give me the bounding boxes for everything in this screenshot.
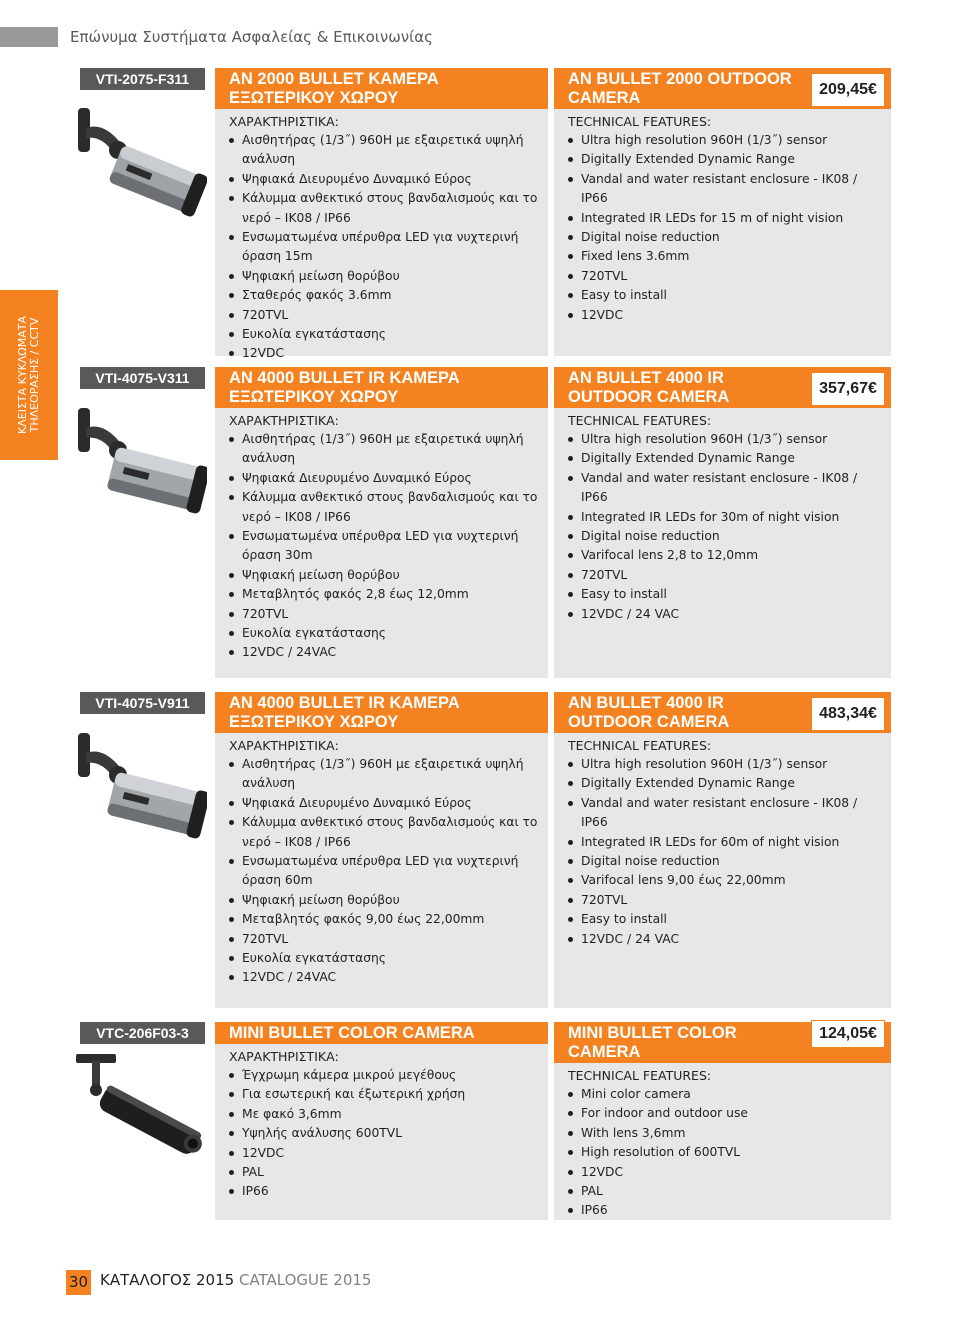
feature-item: Digitally Extended Dynamic Range [554,449,891,468]
feature-item: 12VDC [554,306,891,325]
feature-item: Varifocal lens 2,8 to 12,0mm [554,546,891,565]
product-card-en-3 [554,692,891,1008]
camera-photo-2 [72,400,207,520]
feature-item: Ενσωματωμένα υπέρυθρα LED για νυχτερινή όραση 30m [215,527,548,566]
feature-list-en [554,430,891,624]
features-heading-gr: ΧΑΡΑΚΤΗΡΙΣΤΙΚΑ: [229,1049,339,1064]
feature-item: 720TVL [215,605,548,624]
feature-item: Ψηφιακή μείωση θορύβου [215,891,548,910]
feature-item: Ψηφιακά Διευρυμένο Δυναμικό Εύρος [215,170,548,189]
feature-item: Varifocal lens 9,00 έως 22,00mm [554,871,891,890]
feature-item: Fixed lens 3.6mm [554,247,891,266]
section-side-tab [0,290,58,460]
product-title-gr: MINI BULLET COLOR CAMERA [215,1022,548,1044]
feature-item: Ευκολία εγκατάστασης [215,624,548,643]
feature-item: Ευκολία εγκατάστασης [215,949,548,968]
price-badge: 209,45€ [811,73,885,107]
feature-item: Digital noise reduction [554,527,891,546]
feature-item: 720TVL [215,930,548,949]
footer-catalog-gr: ΚΑΤΑΛΟΓΟΣ 2015 [100,1271,235,1289]
page-header-title: Επώνυμα Συστήματα Ασφαλείας & Επικοινωνίας [70,28,433,46]
feature-item: Easy to install [554,286,891,305]
feature-item: PAL [215,1163,548,1182]
feature-item: Digital noise reduction [554,852,891,871]
product-card-gr-1 [215,68,548,361]
feature-item: 720TVL [215,306,548,325]
features-heading-en: TECHNICAL FEATURES: [568,738,712,753]
price-badge: 483,34€ [811,697,885,731]
feature-item: Αισθητήρας (1/3˝) 960H με εξαιρετικά υψηλή ανάλυση [215,131,548,170]
product-title-gr: AN 4000 BULLET IR ΚΑΜΕΡΑ ΕΞΩΤΕΡΙΚΟΥ ΧΩΡΟΥ [215,367,548,408]
feature-item: Υψηλής ανάλυσης 600TVL [215,1124,548,1143]
feature-item: Σταθερός φακός 3.6mm [215,286,548,305]
feature-item: High resolution of 600TVL [554,1143,891,1162]
feature-list-en [554,1085,891,1221]
feature-item: Μεταβλητός φακός 2,8 έως 12,0mm [215,585,548,604]
feature-item: Integrated IR LEDs for 15 m of night vision [554,209,891,228]
feature-item: 12VDC [554,1163,891,1182]
feature-item: Mini color camera [554,1085,891,1104]
feature-item: Για εσωτερική και έξωτερική χρήση [215,1085,548,1104]
feature-item: 12VDC [215,344,548,363]
feature-item: PAL [554,1182,891,1201]
feature-item: Digital noise reduction [554,228,891,247]
features-heading-gr: ΧΑΡΑΚΤΗΡΙΣΤΙΚΑ: [229,114,339,129]
price-badge: 357,67€ [811,372,885,406]
feature-list-gr [215,1066,548,1202]
price-badge: 124,05€ [811,1020,885,1048]
feature-item: Vandal and water resistant enclosure - IK08 / IP66 [554,469,891,508]
product-card-en-2 [554,367,891,678]
feature-list-en [554,131,891,325]
features-heading-en: TECHNICAL FEATURES: [568,1068,712,1083]
section-side-label [17,316,41,434]
feature-item: 12VDC / 24VAC [215,643,548,662]
product-card-en-1 [554,68,891,356]
feature-item: IP66 [215,1182,548,1201]
product-card-en-4 [554,1022,891,1220]
header-accent-bar [0,27,58,47]
feature-item: Ψηφιακή μείωση θορύβου [215,566,548,585]
feature-item: Ευκολία εγκατάστασης [215,325,548,344]
feature-item: Ενσωματωμένα υπέρυθρα LED για νυχτερινή όραση 15m [215,228,548,267]
side-label-line-1: ΚΛΕΙΣΤΑ ΚΥΚΛΩΜΑΤΑ [16,316,29,434]
feature-item: Ψηφιακά Διευρυμένο Δυναμικό Εύρος [215,794,548,813]
feature-item: Με φακό 3,6mm [215,1105,548,1124]
camera-photo-4 [72,1050,207,1160]
feature-item: Easy to install [554,585,891,604]
feature-item: For indoor and outdoor use [554,1104,891,1123]
feature-item: 12VDC / 24VAC [215,968,548,987]
feature-item: 720TVL [554,566,891,585]
feature-item: Ψηφιακά Διευρυμένο Δυναμικό Εύρος [215,469,548,488]
product-code: VTC-206F03-3 [80,1022,205,1044]
feature-item: 12VDC [215,1144,548,1163]
feature-item: Integrated IR LEDs for 30m of night vision [554,508,891,527]
product-code: VTI-4075-V911 [80,692,205,714]
product-title-en: AN BULLET 4000 IR OUTDOOR CAMERA [554,367,891,408]
product-card-gr-4 [215,1022,548,1220]
feature-item: 720TVL [554,891,891,910]
feature-item: 12VDC / 24 VAC [554,930,891,949]
feature-item: 720TVL [554,267,891,286]
product-card-gr-3 [215,692,548,1008]
product-title-en: AN BULLET 4000 IR OUTDOOR CAMERA [554,692,891,733]
product-title-gr: AN 2000 BULLET ΚΑΜΕΡΑ ΕΞΩΤΕΡΙΚΟΥ ΧΩΡΟΥ [215,68,548,109]
feature-item: With lens 3,6mm [554,1124,891,1143]
feature-item: Easy to install [554,910,891,929]
feature-item: Αισθητήρας (1/3˝) 960H με εξαιρετικά υψηλή ανάλυση [215,430,548,469]
features-heading-gr: ΧΑΡΑΚΤΗΡΙΣΤΙΚΑ: [229,413,339,428]
footer-catalog-en: CATALOGUE 2015 [238,1271,372,1289]
feature-list-en [554,755,891,949]
feature-item: Αισθητήρας (1/3˝) 960H με εξαιρετικά υψηλή ανάλυση [215,755,548,794]
feature-item: Digitally Extended Dynamic Range [554,150,891,169]
features-heading-en: TECHNICAL FEATURES: [568,114,712,129]
product-card-gr-2 [215,367,548,678]
features-heading-gr: ΧΑΡΑΚΤΗΡΙΣΤΙΚΑ: [229,738,339,753]
feature-list-gr [215,755,548,988]
footer-catalog [100,1271,371,1289]
feature-item: Ενσωματωμένα υπέρυθρα LED για νυχτερινή όραση 60m [215,852,548,891]
product-code: VTI-2075-F311 [80,68,205,90]
feature-item: IP66 [554,1201,891,1220]
product-code: VTI-4075-V311 [80,367,205,389]
product-title-en: AN BULLET 2000 OUTDOOR CAMERA [554,68,891,109]
feature-item: Digitally Extended Dynamic Range [554,774,891,793]
feature-item: Κάλυμμα ανθεκτικό στους βανδαλισμούς και το νερό – IK08 / IP66 [215,189,548,228]
product-title-en: MINI BULLET COLOR CAMERA [554,1022,891,1063]
feature-item: Ψηφιακή μείωση θορύβου [215,267,548,286]
feature-item: 12VDC / 24 VAC [554,605,891,624]
feature-item: Κάλυμμα ανθεκτικό στους βανδαλισμούς και το νερό – IK08 / IP66 [215,488,548,527]
camera-photo-3 [72,725,207,845]
page-number: 30 [66,1270,91,1295]
feature-item: Κάλυμμα ανθεκτικό στους βανδαλισμούς και το νερό – IK08 / IP66 [215,813,548,852]
feature-item: Έγχρωμη κάμερα μικρού μεγέθους [215,1066,548,1085]
side-label-line-2: ΤΗΛΕΟΡΑΣΗΣ / CCTV [28,317,41,433]
feature-item: Ultra high resolution 960H (1/3˝) sensor [554,430,891,449]
feature-item: Integrated IR LEDs for 60m of night vision [554,833,891,852]
feature-item: Μεταβλητός φακός 9,00 έως 22,00mm [215,910,548,929]
product-title-gr: AN 4000 BULLET IR ΚΑΜΕΡΑ ΕΞΩΤΕΡΙΚΟΥ ΧΩΡΟΥ [215,692,548,733]
feature-list-gr [215,131,548,364]
camera-photo-1 [72,100,207,220]
feature-item: Ultra high resolution 960H (1/3˝) sensor [554,131,891,150]
feature-item: Vandal and water resistant enclosure - IK08 / IP66 [554,170,891,209]
feature-item: Vandal and water resistant enclosure - IK08 / IP66 [554,794,891,833]
features-heading-en: TECHNICAL FEATURES: [568,413,712,428]
feature-item: Ultra high resolution 960H (1/3˝) sensor [554,755,891,774]
feature-list-gr [215,430,548,663]
